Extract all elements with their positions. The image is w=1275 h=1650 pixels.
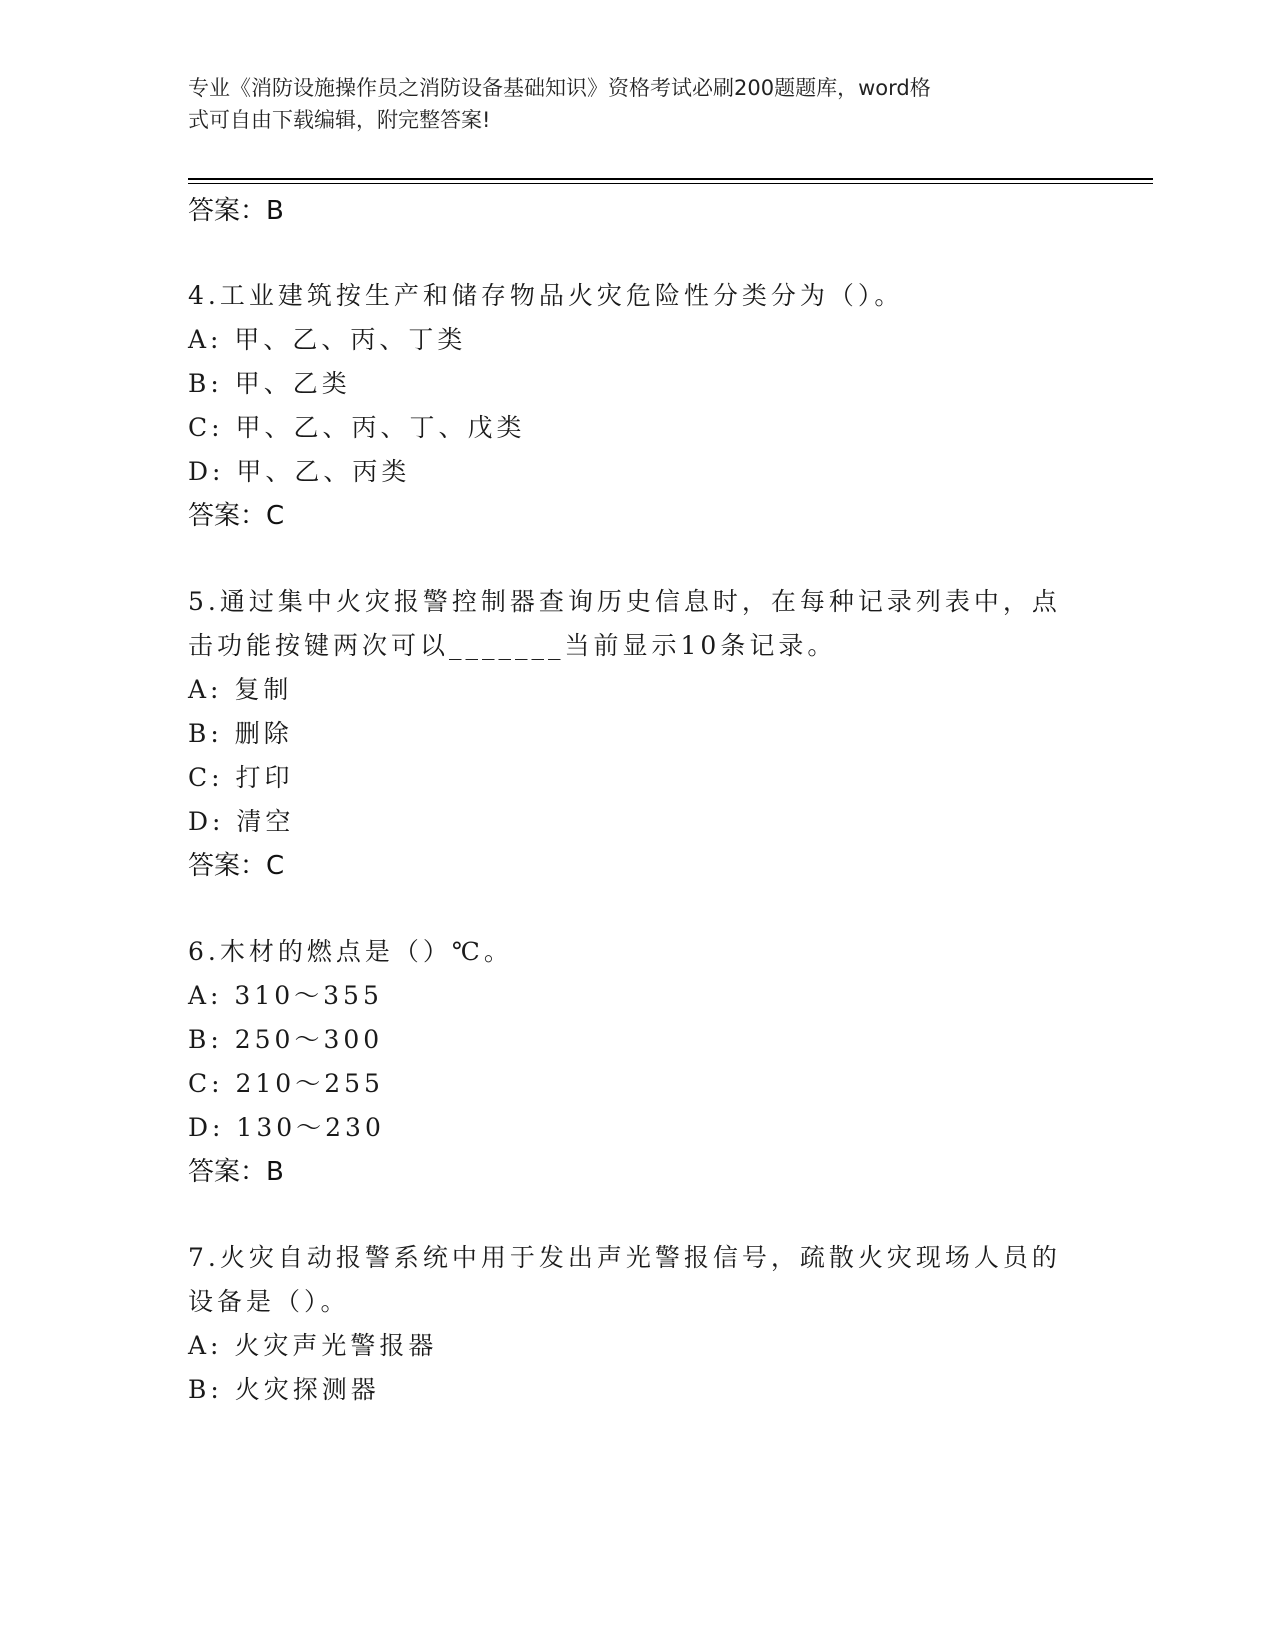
question-6-stem: 6.木材的燃点是（）℃。 [188,937,513,966]
question-5-option-d: D: 清空 [188,807,295,836]
question-7-option-a: A: 火灾声光警报器 [188,1331,438,1360]
question-4-option-b: B: 甲、乙类 [188,369,351,398]
question-5-stem-line-1: 5.通过集中火灾报警控制器查询历史信息时，在每种记录列表中，点 [188,587,1061,616]
header-rule-thin [188,183,1153,184]
question-4-option-d: D: 甲、乙、丙类 [188,457,411,486]
question-6-option-a: A: 310～355 [188,981,383,1010]
question-4-answer: 答案：C [188,501,285,531]
question-6-option-b: B: 250～300 [188,1025,384,1054]
question-6-answer: 答案：B [188,1157,284,1187]
question-7-stem-line-2: 设备是（）。 [188,1287,350,1316]
question-5-option-c: C: 打印 [188,763,294,792]
question-4-option-c: C: 甲、乙、丙、丁、戊类 [188,413,526,442]
header-line-1: 专业《消防设施操作员之消防设备基础知识》资格考试必刷200题题库，word格 [188,76,931,100]
header-line-2: 式可自由下载编辑，附完整答案! [188,108,491,132]
question-5-stem-line-2: 击功能按键两次可以_______当前显示10条记录。 [188,631,837,660]
question-7-option-b: B: 火灾探测器 [188,1375,380,1404]
question-4-option-a: A: 甲、乙、丙、丁类 [188,325,467,354]
question-6-option-c: C: 210～255 [188,1069,384,1098]
question-6-option-d: D: 130～230 [188,1113,385,1142]
question-5-answer: 答案：C [188,851,285,881]
question-5-option-b: B: 删除 [188,719,293,748]
document-header [188,72,1068,136]
question-5-option-a: A: 复制 [188,675,293,704]
question-7-stem-line-1: 7.火灾自动报警系统中用于发出声光警报信号，疏散火灾现场人员的 [188,1243,1061,1272]
header-rule-thick [188,178,1153,180]
question-4-stem: 4.工业建筑按生产和储存物品火灾危险性分类分为（）。 [188,281,904,310]
previous-answer: 答案：B [188,196,284,226]
